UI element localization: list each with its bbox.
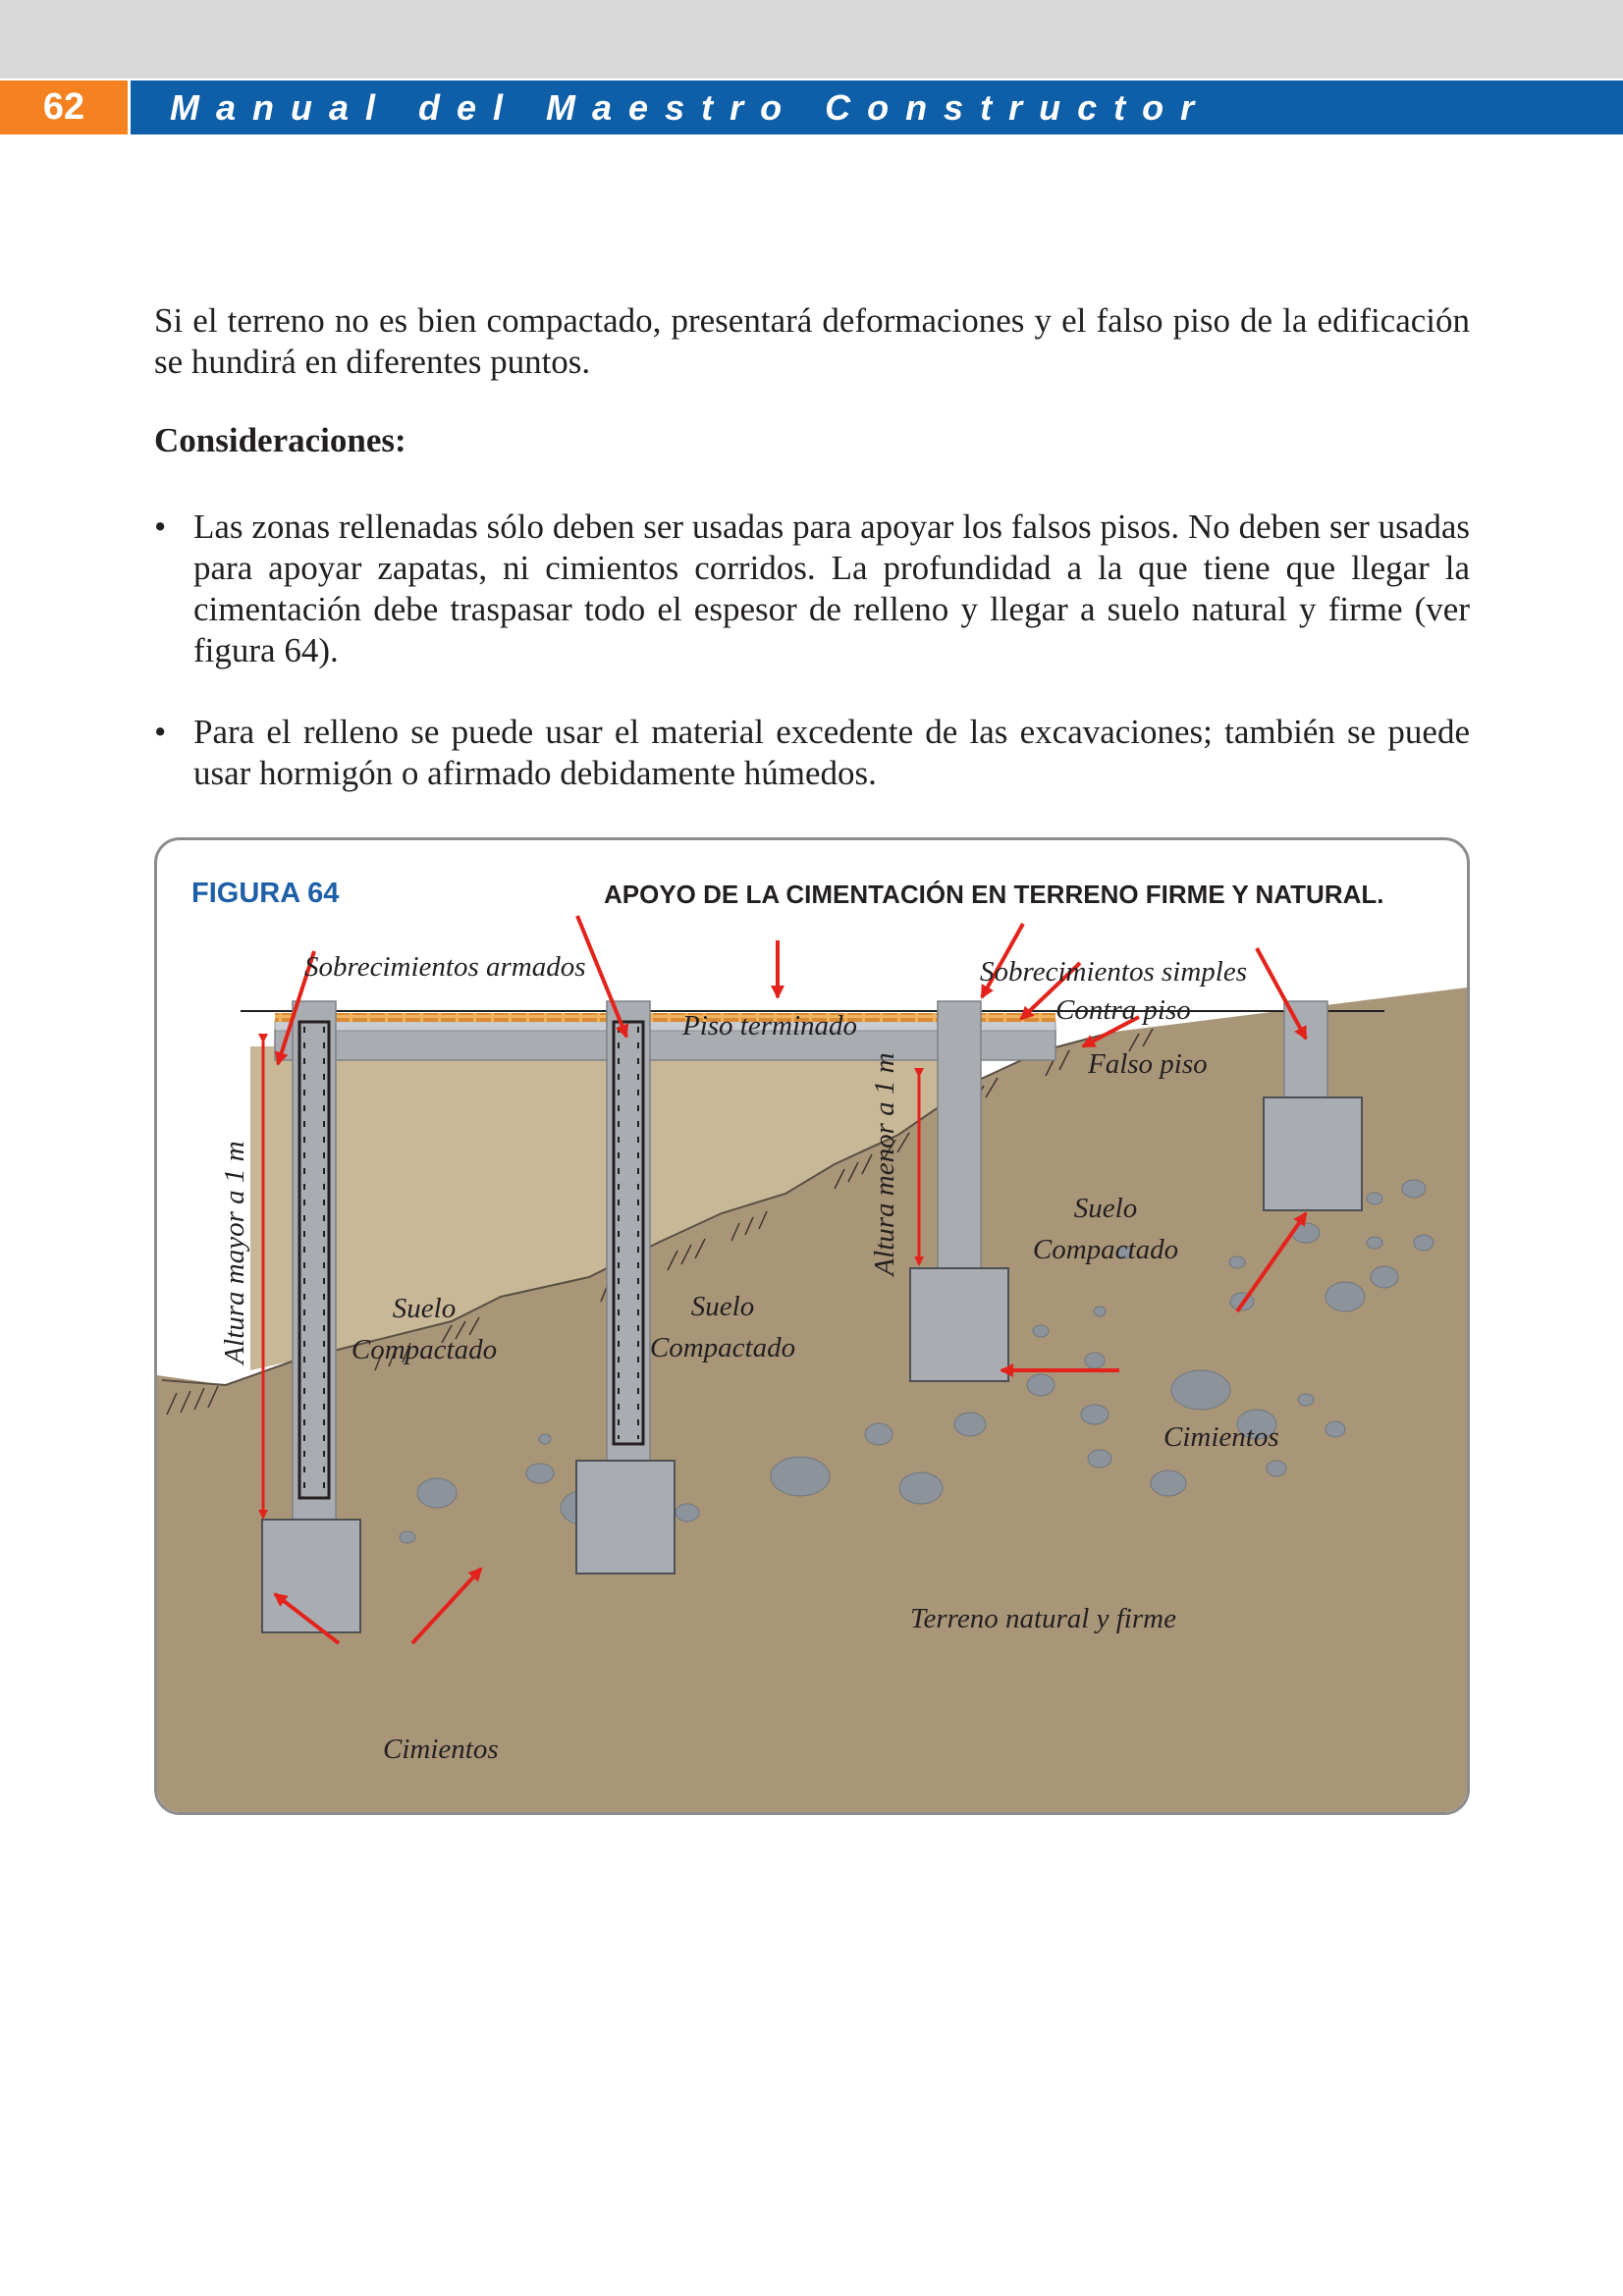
label-cimientos-right: Cimientos [1163,1421,1279,1453]
label-altura-mayor: Altura mayor a 1 m [219,1141,250,1364]
label-cimientos-left: Cimientos [383,1734,499,1765]
label-falso-piso: Falso piso [1088,1048,1208,1080]
bullet-item: Las zonas rellenadas sólo deben ser usadas para apoyar los falsos pisos. No deben ser usadas para apoyar zapatas, ni cimientos corridos. La profundidad a la que tiene que llegar la cimentación debe traspasar todo el espesor de relleno y llegar a suelo natural y firme (ver figura 64). [193,507,1470,669]
foundation-diagram [157,840,1467,1812]
bullet-marker: • [154,507,167,546]
label-compactado-3: Compactado [1032,1234,1179,1265]
cimiento-1 [262,1520,360,1632]
running-header-title: Manual del Maestro Constructor [170,87,1212,128]
label-contra-piso: Contra piso [1055,994,1191,1026]
label-compactado-1: Compactado [351,1334,498,1365]
label-sobrecimientos-armados: Sobrecimientos armados [304,951,586,983]
sobrecimiento-simple-2 [1284,1001,1327,1099]
label-suelo-3: Suelo [1073,1193,1138,1224]
bullet-marker: • [154,713,167,751]
label-piso-terminado: Piso terminado [682,1010,858,1041]
sobrecimiento-simple-1 [938,1001,981,1273]
figure-label: FIGURA 64 [191,878,340,909]
top-margin-band [0,0,1623,79]
running-header-bar [131,80,1623,134]
label-suelo-1: Suelo [392,1293,457,1324]
cimiento-3 [910,1268,1008,1381]
label-sobrecimientos-simples: Sobrecimientos simples [980,956,1247,988]
page-number: 62 [0,80,128,134]
label-compactado-2: Compactado [649,1332,796,1363]
cimiento-4 [1264,1097,1362,1210]
section-heading: Consideraciones: [154,421,406,459]
label-suelo-2: Suelo [690,1291,755,1322]
figure-title: APOYO DE LA CIMENTACIÓN EN TERRENO FIRME Y NATURAL. [604,880,1384,909]
figure-64 [154,837,1470,1815]
cimiento-2 [576,1461,675,1574]
bullet-item: Para el relleno se puede usar el material excedente de las excavaciones; también se puede usar hormigón o afirmado debidamente húmedos. [193,713,1470,792]
label-altura-menor: Altura menor a 1 m [869,1052,900,1276]
intro-paragraph: Si el terreno no es bien compactado, presentará deformaciones y el falso piso de la edificación se hundirá en diferentes puntos. [154,301,1470,381]
sobrecimiento-armado-2 [607,1001,650,1463]
label-terreno-natural: Terreno natural y firme [910,1603,1176,1634]
sobrecimiento-armado-1 [293,1001,336,1522]
